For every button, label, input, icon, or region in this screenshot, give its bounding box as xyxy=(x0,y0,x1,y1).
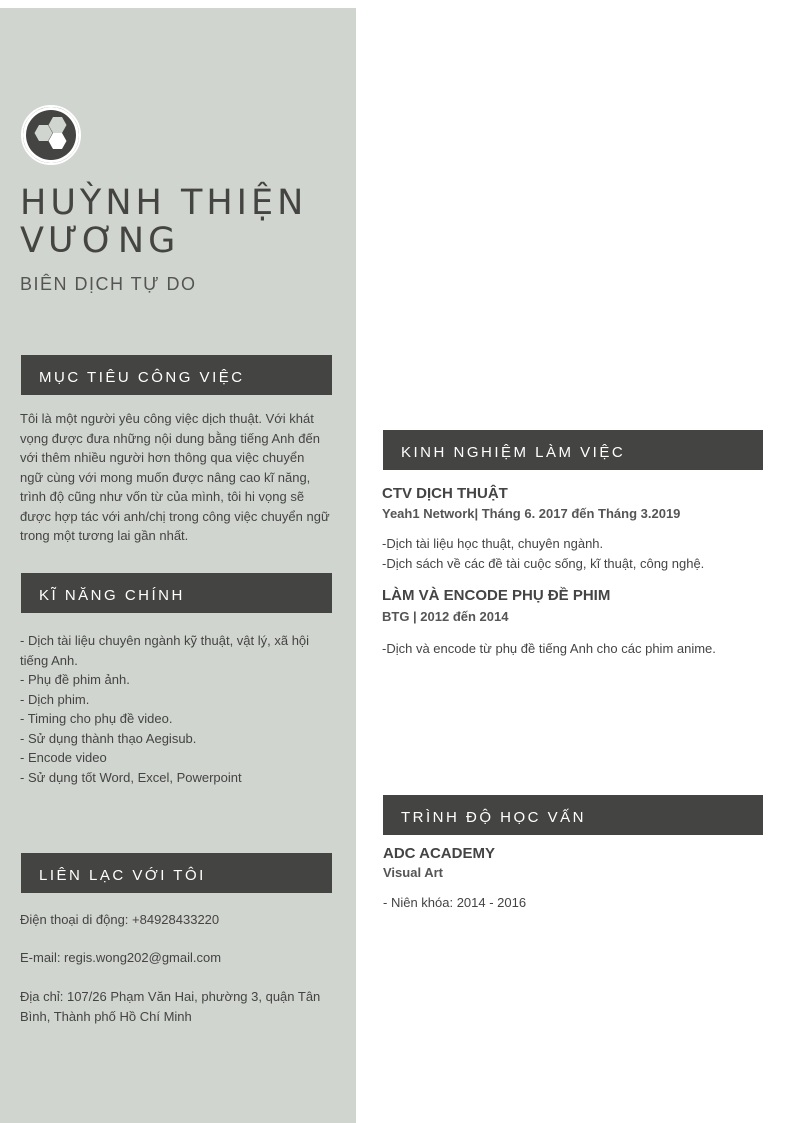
contact-heading: LIÊN LẠC VỚI TÔI xyxy=(21,853,332,893)
education-period: - Niên khóa: 2014 - 2016 xyxy=(383,895,527,910)
avatar-logo xyxy=(21,105,81,165)
candidate-name: HUỲNH THIỆN VƯƠNG xyxy=(20,183,308,261)
job-title: BIÊN DỊCH TỰ DO xyxy=(20,274,197,294)
skills-heading: KĨ NĂNG CHÍNH xyxy=(21,573,332,613)
honeycomb-icon xyxy=(23,107,79,163)
education-heading: TRÌNH ĐỘ HỌC VẤN xyxy=(383,795,763,835)
education-school: ADC ACADEMY xyxy=(383,845,495,862)
objective-text: Tôi là một người yêu công việc dịch thuật. Với khát vọng được đưa những nội dung bằng tiếng Anh đến với thêm nhiều người hơn thông qua việc chuyển ngữ cùng với mong muốn được nâng cao kĩ năng, trình độ cũng như vốn từ của mình, tôi hi vọng sẽ được hợp tác với anh/chị trong công việc chuyển ngữ trong một tương lai gần nhất. xyxy=(20,411,330,543)
contact-phone: Điện thoại di động: +84928433220 xyxy=(20,912,220,927)
job-title-2: LÀM VÀ ENCODE PHỤ ĐỀ PHIM xyxy=(382,587,611,604)
job-company-2: BTG | 2012 đến 2014 xyxy=(382,609,509,624)
skills-list: - Dịch tài liệu chuyên ngành kỹ thuật, vật lý, xã hội tiếng Anh. - Phụ đề phim ảnh. - Dịch phim. - Timing cho phụ đề video. - Sử dụng thành thạo Aegisub. - Encode video - Sử dụng tốt Word, Excel, Powerpoint xyxy=(20,633,310,785)
experience-heading: KINH NGHIỆM LÀM VIỆC xyxy=(383,430,763,470)
job-title-1: CTV DỊCH THUẬT xyxy=(382,485,508,502)
job-company-1: Yeah1 Network| Tháng 6. 2017 đến Tháng 3.2019 xyxy=(382,506,681,521)
education-major: Visual Art xyxy=(383,865,443,880)
objective-heading: MỤC TIÊU CÔNG VIỆC xyxy=(21,355,332,395)
job-details-1: -Dịch tài liệu học thuật, chuyên ngành. -Dịch sách về các đề tài cuộc sống, kĩ thuật, công nghệ. xyxy=(382,536,705,571)
contact-email: E-mail: regis.wong202@gmail.com xyxy=(20,950,222,965)
job-details-2: -Dịch và encode từ phụ đề tiếng Anh cho các phim anime. xyxy=(382,641,716,656)
contact-address: Địa chỉ: 107/26 Phạm Văn Hai, phường 3, quận Tân Bình, Thành phố Hồ Chí Minh xyxy=(20,989,321,1024)
